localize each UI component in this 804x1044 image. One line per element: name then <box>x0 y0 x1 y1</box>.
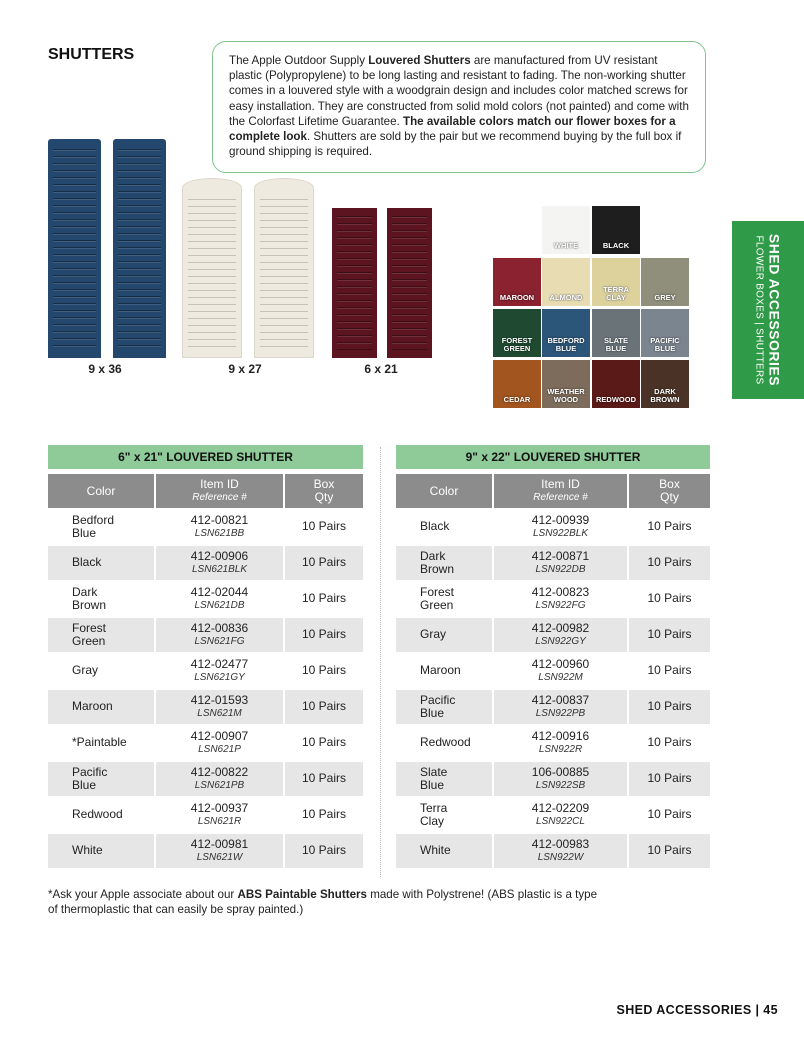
color-swatch-label: MAROON <box>499 293 535 302</box>
color-cell <box>48 798 154 832</box>
color-name-line: Redwood <box>420 735 471 750</box>
table-title: 9" x 22" LOUVERED SHUTTER <box>396 445 710 469</box>
shutter-maroon-right <box>387 208 432 358</box>
box-qty-cell: 10 Pairs <box>301 843 347 858</box>
item-id-cell <box>156 618 283 652</box>
color-name-line: Maroon <box>420 663 461 678</box>
color-swatch-label: BEDFORD BLUE <box>547 336 585 353</box>
color-cell <box>48 762 154 796</box>
reference-number: LSN621DB <box>194 600 245 611</box>
item-id: 412-02044 <box>190 584 249 599</box>
reference-number: LSN621GY <box>194 672 245 683</box>
box-qty-cell: 10 Pairs <box>301 519 347 534</box>
color-swatch-label: PACIFIC BLUE <box>650 336 680 353</box>
column-separator <box>627 690 629 724</box>
item-id-cell <box>156 834 283 868</box>
color-swatch-bedford-blue <box>542 309 590 357</box>
color-name-line: Blue <box>72 778 97 792</box>
header-text: Box <box>313 477 335 491</box>
color-swatch-label: ALMOND <box>549 293 583 302</box>
header-text: Reference # <box>192 492 247 503</box>
color-name-line: Pacific <box>72 764 108 779</box>
box-qty-cell: 10 Pairs <box>647 519 692 534</box>
color-cell <box>48 510 154 544</box>
reference-number: LSN621FG <box>194 636 245 647</box>
column-separator <box>154 690 156 724</box>
box-qty-cell: 10 Pairs <box>301 771 347 786</box>
item-id-cell <box>494 654 627 688</box>
item-id-cell <box>156 726 283 760</box>
column-separator <box>492 510 494 544</box>
color-cell <box>48 618 154 652</box>
color-name-line: Brown <box>72 598 107 612</box>
box-qty-cell: 10 Pairs <box>301 807 347 822</box>
color-name-line: Black <box>420 519 450 534</box>
column-separator <box>627 726 629 760</box>
color-cell <box>396 726 492 760</box>
color-name-line: Blue <box>420 778 445 792</box>
column-separator <box>283 798 285 832</box>
item-id: 412-02209 <box>531 800 590 815</box>
color-cell <box>396 654 492 688</box>
color-swatch-label: DARK BROWN <box>650 387 680 404</box>
column-separator <box>154 654 156 688</box>
color-name-line: Clay <box>420 814 445 828</box>
color-name-line: *Paintable <box>72 735 127 750</box>
shutter-maroon-left <box>332 208 377 358</box>
item-id-cell <box>156 798 283 832</box>
color-cell <box>48 654 154 688</box>
column-separator <box>283 546 285 580</box>
column-separator <box>154 618 156 652</box>
table-header-color <box>396 474 492 508</box>
item-id-cell <box>156 762 283 796</box>
column-separator <box>492 690 494 724</box>
color-name-line: Terra <box>420 800 448 815</box>
item-id-cell <box>494 510 627 544</box>
color-swatch-label: BLACK <box>602 241 630 250</box>
reference-number: LSN922R <box>538 744 583 755</box>
column-separator <box>627 582 629 616</box>
color-swatch-redwood <box>592 360 640 408</box>
column-separator <box>492 654 494 688</box>
box-qty-cell: 10 Pairs <box>647 735 692 750</box>
color-cell <box>396 834 492 868</box>
page-footer: SHED ACCESSORIES | 45 <box>616 1003 778 1017</box>
box-qty-cell: 10 Pairs <box>647 843 692 858</box>
color-swatch-maroon <box>493 258 541 306</box>
color-name-line: Green <box>72 634 106 648</box>
column-separator <box>492 834 494 868</box>
item-id: 412-00836 <box>190 620 249 635</box>
description-bold-2: The available colors match our flower boxes for a complete look <box>229 114 676 144</box>
size-label-9x27: 9 x 27 <box>228 362 262 376</box>
reference-number: LSN621R <box>197 816 242 827</box>
color-cell <box>396 582 492 616</box>
item-id-cell <box>494 726 627 760</box>
column-separator <box>627 510 629 544</box>
column-separator <box>154 510 156 544</box>
item-id: 412-02477 <box>190 656 249 671</box>
table-divider <box>380 447 381 877</box>
item-id-cell <box>494 618 627 652</box>
column-separator <box>283 762 285 796</box>
item-id: 412-00983 <box>531 836 590 851</box>
column-separator <box>283 726 285 760</box>
reference-number: LSN621M <box>197 708 242 719</box>
column-separator <box>627 546 629 580</box>
size-label-9x36: 9 x 36 <box>88 362 122 376</box>
color-cell <box>396 798 492 832</box>
column-separator <box>492 618 494 652</box>
box-qty-cell: 10 Pairs <box>301 663 347 678</box>
color-name-line: Blue <box>420 706 445 720</box>
column-separator <box>492 546 494 580</box>
item-id-cell <box>494 834 627 868</box>
color-swatch-grey <box>641 258 689 306</box>
column-separator <box>283 582 285 616</box>
reference-number: LSN922FG <box>535 600 586 611</box>
item-id: 412-00906 <box>190 548 249 563</box>
reference-number: LSN922SB <box>535 780 586 791</box>
item-id-cell <box>156 690 283 724</box>
box-qty-cell: 10 Pairs <box>301 591 347 606</box>
color-name-line: White <box>72 843 103 858</box>
color-name-line: Brown <box>420 562 455 576</box>
column-separator <box>627 618 629 652</box>
reference-number: LSN922GY <box>535 636 586 647</box>
column-separator <box>492 582 494 616</box>
table-header-box-qty <box>285 474 363 508</box>
header-text: Qty <box>660 490 679 504</box>
color-swatch-cedar <box>493 360 541 408</box>
page-title: SHUTTERS <box>48 46 135 63</box>
reference-number: LSN922BLK <box>532 528 589 539</box>
color-swatch-pacific-blue <box>641 309 689 357</box>
size-label-6x21: 6 x 21 <box>364 362 398 376</box>
table-title: 6" x 21" LOUVERED SHUTTER <box>48 445 363 469</box>
color-name-line: Slate <box>420 764 448 779</box>
item-id-cell <box>156 654 283 688</box>
item-id-cell <box>494 546 627 580</box>
color-swatch-label: CEDAR <box>503 395 531 404</box>
item-id: 412-00939 <box>531 512 590 527</box>
item-id: 412-00937 <box>190 800 249 815</box>
box-qty-cell: 10 Pairs <box>647 627 692 642</box>
column-separator <box>154 834 156 868</box>
item-id: 412-00982 <box>531 620 590 635</box>
reference-number: LSN621BB <box>194 528 245 539</box>
section-side-tab <box>732 221 804 399</box>
footnote-text-1: *Ask your Apple associate about our <box>48 888 238 901</box>
color-cell <box>48 582 154 616</box>
box-qty-cell: 10 Pairs <box>647 663 692 678</box>
shutter-white-left <box>182 178 242 358</box>
box-qty-cell: 10 Pairs <box>301 627 347 642</box>
table-header-box-qty <box>629 474 710 508</box>
footnote-text-2: made with Polystrene! (ABS plastic is a type of thermoplastic that can easily be spray painted.) <box>48 888 598 916</box>
description-bold-1: Louvered Shutters <box>368 54 471 67</box>
color-name-line: Forest <box>420 584 455 599</box>
color-name-line: Gray <box>72 663 99 678</box>
column-separator <box>154 726 156 760</box>
header-text: Qty <box>314 490 334 504</box>
column-separator <box>492 798 494 832</box>
column-separator <box>627 798 629 832</box>
box-qty-cell: 10 Pairs <box>301 735 347 750</box>
item-id-cell <box>494 690 627 724</box>
description-box <box>212 41 706 173</box>
reference-number: LSN621BLK <box>191 564 248 575</box>
reference-number: LSN621PB <box>194 780 245 791</box>
color-name-line: Blue <box>72 526 97 540</box>
color-name-line: Dark <box>72 584 98 599</box>
item-id: 106-00885 <box>531 764 590 779</box>
item-id: 412-00821 <box>190 512 249 527</box>
item-id: 412-01593 <box>190 692 249 707</box>
color-swatch-label: TERRA CLAY <box>603 285 629 302</box>
footnote <box>48 887 608 917</box>
item-id: 412-00822 <box>190 764 249 779</box>
reference-number: LSN922CL <box>536 816 585 827</box>
color-name-line: Gray <box>420 627 447 642</box>
column-separator <box>283 510 285 544</box>
side-tab-subtitle: FLOWER BOXES | SHUTTERS <box>753 235 765 385</box>
item-id-cell <box>156 546 283 580</box>
shutter-white-right <box>254 178 314 358</box>
shutter-blue-left <box>48 139 101 358</box>
color-swatch-label: FOREST GREEN <box>501 336 533 353</box>
table-header-item-id <box>156 474 283 508</box>
column-separator <box>627 834 629 868</box>
color-swatch-dark-brown <box>641 360 689 408</box>
item-id: 412-00916 <box>531 728 590 743</box>
color-cell <box>396 618 492 652</box>
column-separator <box>492 726 494 760</box>
table-header-color <box>48 474 154 508</box>
color-swatch-label: SLATE BLUE <box>603 336 629 353</box>
item-id: 412-00823 <box>531 584 590 599</box>
table-header-item-id <box>494 474 627 508</box>
item-id-cell <box>156 510 283 544</box>
box-qty-cell: 10 Pairs <box>647 555 692 570</box>
column-separator <box>154 762 156 796</box>
column-separator <box>627 654 629 688</box>
color-swatch-white <box>542 206 590 254</box>
header-text: Item ID <box>200 477 239 491</box>
header-text: Color <box>86 483 116 498</box>
box-qty-cell: 10 Pairs <box>647 699 692 714</box>
item-id: 412-00960 <box>531 656 590 671</box>
color-swatch-forest-green <box>493 309 541 357</box>
description-text-2: are manufactured from UV resistant plastic (Polypropylene) to be long lasting and resistant to fading. The non-working shutter comes in a louvered style with a woodgrain design and includes color matched screws for easy installation. They are constructed from solid mold colors (not painted) and come with the Colorfast Lifetime Guarantee. <box>229 54 689 128</box>
column-separator <box>283 690 285 724</box>
color-swatch-label: WHITE <box>553 241 579 250</box>
color-name-line: White <box>420 843 451 858</box>
description-text-3: . Shutters are sold by the pair but we recommend buying by the full box if ground shipping is required. <box>229 130 682 159</box>
item-id: 412-00981 <box>190 836 249 851</box>
color-swatch-slate-blue <box>592 309 640 357</box>
column-separator <box>283 654 285 688</box>
color-name-line: Maroon <box>72 699 113 714</box>
item-id: 412-00871 <box>531 548 590 563</box>
color-cell <box>48 546 154 580</box>
column-separator <box>283 618 285 652</box>
reference-number: LSN621P <box>198 744 241 755</box>
color-name-line: Redwood <box>72 807 123 822</box>
item-id-cell <box>494 762 627 796</box>
color-cell <box>396 546 492 580</box>
color-swatch-label: REDWOOD <box>596 395 636 404</box>
column-separator <box>492 762 494 796</box>
color-name-line: Green <box>420 598 454 612</box>
color-swatch-weather-wood <box>542 360 590 408</box>
item-id: 412-00837 <box>531 692 590 707</box>
item-id-cell <box>494 582 627 616</box>
color-cell <box>48 690 154 724</box>
color-name-line: Bedford <box>72 512 115 527</box>
color-swatch-almond <box>542 258 590 306</box>
box-qty-cell: 10 Pairs <box>647 807 692 822</box>
box-qty-cell: 10 Pairs <box>647 771 692 786</box>
header-text: Box <box>659 477 680 491</box>
header-text: Reference # <box>533 492 588 503</box>
description-text-1: The Apple Outdoor Supply <box>229 54 369 67</box>
box-qty-cell: 10 Pairs <box>647 591 692 606</box>
box-qty-cell: 10 Pairs <box>301 699 347 714</box>
item-id: 412-00907 <box>190 728 249 743</box>
header-text: Item ID <box>541 477 580 491</box>
color-name-line: Black <box>72 555 102 570</box>
reference-number: LSN922DB <box>535 564 586 575</box>
color-swatch-terra-clay <box>592 258 640 306</box>
color-swatch-label: WEATHER WOOD <box>547 387 585 404</box>
column-separator <box>154 582 156 616</box>
header-text: Color <box>429 483 459 498</box>
reference-number: LSN922W <box>537 852 584 863</box>
shutter-blue-right <box>113 139 166 358</box>
color-cell <box>396 762 492 796</box>
color-swatch-black <box>592 206 640 254</box>
column-separator <box>283 834 285 868</box>
column-separator <box>627 762 629 796</box>
reference-number: LSN621W <box>196 852 243 863</box>
column-separator <box>154 546 156 580</box>
column-separator <box>154 798 156 832</box>
color-name-line: Forest <box>72 620 107 635</box>
color-name-line: Pacific <box>420 692 456 707</box>
color-cell <box>396 510 492 544</box>
color-name-line: Dark <box>420 548 446 563</box>
color-cell <box>48 834 154 868</box>
reference-number: LSN922M <box>538 672 583 683</box>
box-qty-cell: 10 Pairs <box>301 555 347 570</box>
reference-number: LSN922PB <box>535 708 586 719</box>
item-id-cell <box>156 582 283 616</box>
footnote-bold: ABS Paintable Shutters <box>237 888 367 901</box>
color-cell <box>48 726 154 760</box>
color-swatch-label: GREY <box>654 293 676 302</box>
side-tab-title: SHED ACCESSORIES <box>766 233 783 387</box>
color-cell <box>396 690 492 724</box>
item-id-cell <box>494 798 627 832</box>
